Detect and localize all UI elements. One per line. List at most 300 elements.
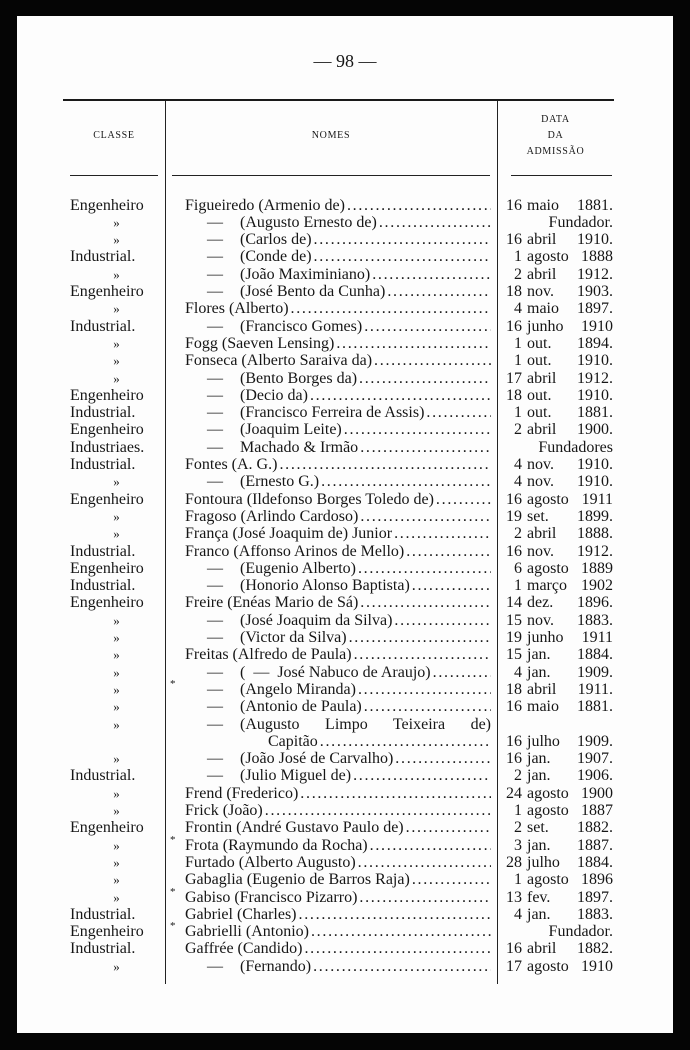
date-text: Fundador. — [548, 923, 613, 941]
header-rule-data — [511, 175, 612, 176]
date-day: 6 — [514, 559, 522, 577]
admission-date — [500, 456, 613, 473]
date-year: 1912. — [577, 542, 613, 560]
name-line — [166, 577, 496, 594]
nomes-cell — [166, 370, 496, 387]
name-line — [166, 920, 496, 941]
date-year: 1910. — [577, 386, 613, 404]
date-month: out. — [527, 352, 552, 370]
date-year: 1883. — [577, 905, 613, 923]
name-text: Gabriel (Charles) — [185, 905, 297, 923]
dot-leader — [406, 543, 491, 560]
date-month: agosto — [527, 871, 569, 889]
dot-leader — [412, 577, 491, 594]
nomes-cell — [166, 646, 496, 663]
nomes-cell — [166, 560, 496, 577]
name-line — [166, 854, 496, 871]
admission-date — [500, 750, 613, 767]
dot-leader — [314, 248, 491, 265]
dot-leader — [394, 525, 491, 542]
ditto-dash: — — [207, 715, 223, 733]
date-month: jan. — [527, 646, 551, 664]
date-day: 16 — [506, 732, 522, 750]
name-line — [166, 318, 496, 335]
dot-leader — [311, 923, 491, 940]
header-nomes: NOMES — [311, 130, 351, 141]
name-line — [166, 248, 496, 265]
name-line — [166, 387, 496, 404]
nomes-cell — [166, 819, 496, 836]
admission-date — [500, 958, 613, 975]
date-month: nov. — [527, 611, 554, 629]
admission-date — [500, 940, 613, 957]
table-row — [0, 508, 690, 525]
date-year: 1897. — [577, 300, 613, 318]
header-classe: CLASSE — [93, 130, 135, 141]
date-year: 1912. — [577, 265, 613, 283]
date-month: fev. — [527, 888, 551, 906]
dot-leader — [321, 473, 491, 490]
ditto-dash: — — [207, 629, 223, 646]
table-row — [0, 231, 690, 248]
admission-date — [500, 577, 613, 594]
name-continuation: Capitão — [268, 732, 318, 750]
date-day: 16 — [506, 698, 522, 716]
nomes-cell — [166, 664, 496, 681]
name-line — [166, 767, 496, 784]
date-year: 1906. — [577, 767, 613, 785]
dot-leader — [265, 802, 491, 819]
footnote-mark: * — [170, 677, 176, 690]
ditto-dash: — — [207, 404, 223, 422]
dot-leader — [436, 491, 491, 508]
classe-cell: » — [113, 803, 120, 818]
classe-cell: Engenheiro — [70, 196, 144, 214]
classe-cell: Industrial. — [70, 542, 136, 560]
classe-cell: Industrial. — [70, 404, 136, 422]
table-row — [0, 940, 690, 957]
table-row — [0, 335, 690, 352]
ditto-dash: — — [207, 663, 223, 681]
date-day: 15 — [506, 611, 522, 629]
nomes-cell — [166, 404, 496, 421]
date-year: 1909. — [577, 732, 613, 750]
date-month: jan. — [527, 663, 551, 681]
ditto-dash: — — [207, 386, 223, 404]
name-line — [166, 833, 496, 854]
classe-cell: » — [113, 353, 120, 369]
date-year: 1881. — [577, 698, 613, 716]
table-row — [0, 214, 690, 231]
name-text: Freitas (Alfredo de Paula) — [185, 646, 352, 664]
date-day: 24 — [506, 784, 522, 802]
date-month: nov. — [527, 456, 554, 473]
date-day: 4 — [514, 456, 522, 473]
admission-date — [500, 889, 613, 906]
date-year: 1910 — [581, 317, 613, 335]
table-row — [0, 491, 690, 508]
date-month: abril — [527, 680, 557, 698]
name-line — [166, 871, 496, 888]
nomes-cell — [166, 577, 496, 594]
date-day: 15 — [506, 646, 522, 664]
nomes-cell — [166, 802, 496, 819]
classe-cell: » — [113, 751, 120, 767]
name-text: Fragoso (Arlindo Cardoso) — [185, 507, 359, 525]
name-text: Frend (Frederico) — [185, 784, 299, 802]
name-line — [166, 819, 496, 836]
classe-cell: » — [113, 612, 120, 628]
name-text: Gabaglia (Eugenio de Barros Raja) — [185, 871, 410, 889]
name-line — [166, 525, 496, 542]
table-row — [0, 698, 690, 715]
date-day: 2 — [514, 819, 522, 837]
date-year: 1911. — [577, 680, 613, 698]
name-line — [166, 958, 496, 975]
nomes-cell — [166, 920, 496, 941]
nomes-cell — [166, 266, 496, 283]
date-day: 16 — [506, 542, 522, 560]
admission-date — [500, 508, 613, 525]
nomes-cell — [166, 439, 496, 456]
name-text: Flores (Alberto) — [185, 300, 289, 318]
admission-date — [500, 646, 613, 663]
date-month: nov. — [527, 283, 554, 300]
table-row — [0, 785, 690, 802]
table-row — [0, 197, 690, 214]
ditto-dash: — — [207, 231, 223, 249]
date-year: 1888 — [581, 248, 613, 266]
classe-cell: » — [113, 664, 120, 680]
admission-date — [500, 698, 613, 715]
date-year: 1889 — [581, 559, 613, 577]
classe-cell: Industrial. — [70, 767, 136, 785]
dot-leader — [394, 612, 491, 629]
admission-date — [500, 923, 613, 940]
name-line — [166, 664, 496, 681]
date-year: 1902 — [581, 577, 613, 595]
name-text: (Carlos de) — [240, 231, 312, 249]
classe-cell: Industrial. — [70, 577, 136, 595]
name-line — [166, 266, 496, 283]
footnote-mark: * — [170, 833, 176, 846]
dot-leader — [344, 421, 491, 438]
admission-date — [500, 594, 613, 611]
name-text: (João Maximiniano) — [240, 265, 371, 283]
nomes-cell — [166, 612, 496, 629]
classe-cell: » — [113, 526, 120, 542]
nomes-cell — [166, 352, 496, 369]
date-month: abril — [527, 940, 557, 958]
name-line — [166, 629, 496, 646]
table-row — [0, 473, 690, 490]
nomes-cell — [166, 677, 496, 698]
date-day: 18 — [506, 283, 522, 300]
table-row — [0, 439, 690, 456]
name-text: Frick (João) — [185, 802, 263, 819]
date-month: maio — [527, 698, 559, 716]
classe-cell: » — [113, 889, 120, 905]
dot-leader — [359, 370, 491, 387]
name-text: (Angelo Miranda) — [240, 680, 356, 698]
table-row — [0, 646, 690, 663]
name-text: Gaffrée (Candido) — [185, 940, 303, 958]
ditto-dash: — — [207, 438, 223, 456]
header-data-line3: ADMISSÃO — [526, 146, 585, 157]
date-year: 1887 — [581, 802, 613, 819]
dot-leader — [360, 508, 491, 525]
table-row — [0, 750, 690, 767]
date-year: 1894. — [577, 334, 613, 352]
date-day: 28 — [506, 853, 522, 871]
date-day: 16 — [506, 750, 522, 768]
header-rule-classe — [70, 175, 158, 176]
date-year: 1888. — [577, 525, 613, 543]
dot-leader — [370, 837, 491, 854]
name-text: (Francisco Ferreira de Assis) — [240, 404, 425, 422]
date-year: 1899. — [577, 507, 613, 525]
dot-leader — [358, 854, 491, 871]
dot-leader — [299, 906, 491, 923]
classe-cell: Engenheiro — [70, 283, 144, 300]
date-month: out. — [527, 386, 552, 404]
name-text: (Joaquim Leite) — [240, 421, 342, 439]
nomes-cell — [166, 318, 496, 335]
table-row — [0, 266, 690, 283]
ditto-dash: — — [207, 248, 223, 266]
name-text: (Ernesto G.) — [240, 473, 320, 491]
date-month: set. — [527, 819, 549, 837]
classe-cell: » — [113, 630, 120, 645]
nomes-cell — [166, 283, 496, 300]
name-line — [166, 940, 496, 957]
date-year: 1884. — [577, 646, 613, 664]
date-day: 4 — [514, 663, 522, 681]
page-number: — 98 — — [313, 51, 377, 71]
ditto-dash: — — [207, 283, 223, 300]
date-month: julho — [527, 853, 560, 871]
date-month: dez. — [527, 594, 554, 612]
classe-cell: » — [113, 785, 120, 801]
date-year: 1903. — [577, 283, 613, 300]
table-row — [0, 920, 690, 941]
classe-cell: » — [113, 699, 120, 715]
classe-cell: Industrial. — [70, 456, 136, 473]
nomes-cell — [166, 508, 496, 525]
table-row — [0, 833, 690, 854]
dot-leader — [314, 231, 491, 248]
name-text: (Honorio Alonso Baptista) — [240, 577, 410, 595]
name-line — [166, 300, 496, 317]
date-day: 16 — [506, 940, 522, 958]
dot-leader — [320, 733, 491, 750]
classe-cell: » — [113, 837, 120, 853]
nomes-cell — [166, 750, 496, 767]
admission-date — [500, 629, 613, 646]
classe-cell: Engenheiro — [70, 923, 144, 941]
date-year: 1900. — [577, 421, 613, 439]
name-text: (Augusto Limpo Teixeira de) — [240, 715, 491, 733]
name-text: Fonseca (Alberto Saraiva da) — [185, 352, 373, 370]
nomes-cell — [166, 785, 496, 802]
table-row — [0, 577, 690, 594]
date-month: jan. — [527, 905, 551, 923]
date-day: 19 — [506, 507, 522, 525]
name-line — [166, 885, 496, 906]
top-rule — [63, 99, 614, 101]
nomes-cell — [166, 940, 496, 957]
name-text: Fontes (A. G.) — [185, 456, 278, 473]
name-text: (Julio Miguel de) — [240, 767, 352, 785]
dot-leader — [374, 352, 491, 369]
table-row — [0, 318, 690, 335]
name-text: Figueiredo (Armenio de) — [185, 196, 345, 214]
table-row — [0, 854, 690, 871]
table-row — [0, 370, 690, 387]
date-day: 3 — [514, 836, 522, 854]
classe-cell: Industrial. — [70, 317, 136, 335]
classe-cell: Engenheiro — [70, 594, 144, 612]
dot-leader — [336, 335, 491, 352]
classe-cell: » — [113, 266, 120, 282]
admission-date — [500, 318, 613, 335]
table-row — [0, 612, 690, 629]
date-month: agosto — [527, 802, 569, 819]
name-text: Frota (Raymundo da Rocha) — [185, 836, 368, 854]
date-text: Fundador. — [548, 213, 613, 231]
dot-leader — [406, 819, 491, 836]
name-line — [166, 456, 496, 473]
admission-date — [500, 370, 613, 387]
date-month: abril — [527, 369, 557, 387]
table-row — [0, 300, 690, 317]
name-line — [166, 802, 496, 819]
admission-date — [500, 439, 613, 456]
name-text: Gabiso (Francisco Pizarro) — [185, 888, 358, 906]
classe-cell: » — [113, 232, 120, 248]
name-line — [166, 473, 496, 490]
name-line — [166, 677, 496, 698]
date-year: 1910. — [577, 473, 613, 491]
table-row — [0, 871, 690, 888]
date-month: abril — [527, 421, 557, 439]
date-month: março — [527, 577, 567, 595]
date-year: 1910. — [577, 231, 613, 249]
dot-leader — [360, 439, 491, 456]
date-month: jan. — [527, 767, 551, 785]
ditto-dash: — — [207, 265, 223, 283]
name-text: (Conde de) — [240, 248, 312, 266]
date-day: 1 — [514, 404, 522, 422]
name-text: Gabrielli (Antonio) — [185, 923, 309, 941]
table-row — [0, 802, 690, 819]
date-month: julho — [527, 732, 560, 750]
dot-leader — [300, 785, 491, 802]
dot-leader — [313, 958, 491, 975]
date-year: 1909. — [577, 663, 613, 681]
date-month: agosto — [527, 490, 569, 508]
ditto-dash: — — [207, 957, 223, 975]
admission-date — [500, 733, 613, 750]
ditto-dash: — — [207, 750, 223, 768]
name-line — [166, 439, 496, 456]
date-month: maio — [527, 300, 559, 318]
date-year: 1896. — [577, 594, 613, 612]
date-day: 4 — [514, 300, 522, 318]
date-month: jan. — [527, 750, 551, 768]
nomes-cell — [166, 456, 496, 473]
date-month: agosto — [527, 784, 569, 802]
ditto-dash: — — [207, 698, 223, 716]
ditto-dash: — — [207, 317, 223, 335]
classe-cell: » — [113, 335, 120, 351]
dot-leader — [372, 266, 491, 283]
date-year: 1911 — [581, 629, 613, 646]
dot-leader — [358, 560, 491, 577]
date-day: 17 — [506, 957, 522, 975]
name-text: (Victor da Silva) — [240, 629, 347, 646]
name-text: (José Bento da Cunha) — [240, 283, 386, 300]
date-month: abril — [527, 231, 557, 249]
date-year: 1897. — [577, 888, 613, 906]
classe-cell: Industrial. — [70, 248, 136, 266]
nomes-cell — [166, 906, 496, 923]
date-month: abril — [527, 525, 557, 543]
table-row — [0, 767, 690, 784]
header-data-line2: DA — [547, 130, 564, 141]
ditto-dash: — — [207, 369, 223, 387]
table-row — [0, 716, 690, 751]
date-day: 2 — [514, 421, 522, 439]
date-year: 1910. — [577, 456, 613, 473]
name-line — [166, 491, 496, 508]
name-line — [166, 404, 496, 421]
dot-leader — [433, 664, 491, 681]
dot-leader — [395, 750, 491, 767]
classe-cell: » — [113, 681, 120, 697]
dot-leader — [364, 698, 491, 715]
classe-cell: » — [113, 854, 120, 870]
admission-date — [500, 248, 613, 265]
date-year: 1883. — [577, 611, 613, 629]
admission-date — [500, 664, 613, 681]
date-year: 1882. — [577, 940, 613, 958]
name-line — [166, 785, 496, 802]
dot-leader — [354, 646, 491, 663]
classe-cell: Industrial. — [70, 940, 136, 958]
admission-date — [500, 231, 613, 248]
name-text: (Fernando) — [240, 957, 312, 975]
classe-cell: » — [113, 872, 120, 888]
nomes-cell — [166, 629, 496, 646]
name-line — [166, 197, 496, 214]
dot-leader — [358, 681, 491, 698]
date-day: 2 — [514, 525, 522, 543]
name-line-continued — [166, 733, 496, 750]
name-text: (João José de Carvalho) — [240, 750, 394, 768]
nomes-cell — [166, 871, 496, 888]
date-month: nov. — [527, 542, 554, 560]
date-month: junho — [527, 317, 564, 335]
admission-date — [500, 525, 613, 542]
dot-leader — [426, 404, 491, 421]
admission-date — [500, 214, 613, 231]
footnote-mark: * — [170, 885, 176, 898]
name-text: (Decio da) — [240, 386, 308, 404]
table-row — [0, 352, 690, 369]
date-month: set. — [527, 507, 549, 525]
admission-date — [500, 352, 613, 369]
